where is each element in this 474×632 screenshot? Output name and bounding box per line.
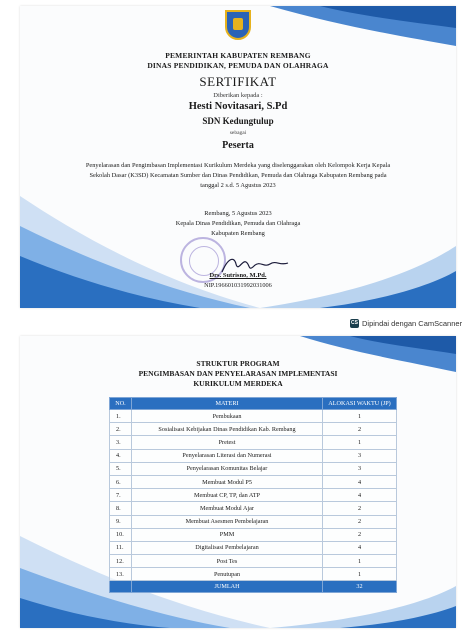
camscanner-icon: CS: [351, 320, 358, 326]
table-header-row: [110, 398, 397, 410]
row-jp: 2: [323, 515, 397, 528]
row-jp: 3: [323, 462, 397, 475]
row-materi: Post Tes: [132, 555, 323, 568]
row-number: 8.: [110, 502, 132, 515]
row-jp: 1: [323, 568, 397, 581]
column-header-alokasi: ALOKASI WAKTU (JP): [323, 398, 397, 410]
row-jp: 3: [323, 449, 397, 462]
row-number: 1.: [110, 410, 132, 423]
row-jp: 2: [323, 423, 397, 436]
total-label: JUMLAH: [132, 581, 323, 593]
row-number: 2.: [110, 423, 132, 436]
row-number: 11.: [110, 541, 132, 554]
row-number: 10.: [110, 528, 132, 541]
row-materi: Membuat Modul Ajar: [132, 502, 323, 515]
camscanner-text: Dipindai dengan CamScanner: [362, 318, 463, 328]
table-row: [110, 515, 397, 528]
row-number: 7.: [110, 489, 132, 502]
table-row: [110, 489, 397, 502]
given-to-label: Diberikan kepada :: [213, 92, 263, 99]
table-row: [110, 410, 397, 423]
signature-block: [20, 209, 456, 239]
program-subtitle-line2: KURIKULUM MERDEKA: [193, 379, 283, 388]
row-jp: 4: [323, 489, 397, 502]
table-row: [110, 555, 397, 568]
header-government: PEMERINTAH KABUPATEN REMBANG: [165, 51, 311, 60]
row-materi: Sosialisasi Kebijakan Dinas Pendidikan Kab. Rembang: [132, 423, 323, 436]
row-number: 5.: [110, 462, 132, 475]
row-materi: PMM: [132, 528, 323, 541]
camscanner-watermark: [350, 317, 462, 329]
row-jp: 2: [323, 528, 397, 541]
row-jp: 4: [323, 541, 397, 554]
row-materi: Pembukaan: [132, 410, 323, 423]
program-structure-page: [20, 336, 456, 628]
table-total-row: [110, 581, 397, 593]
program-subtitle-line1: PENGIMBASAN DAN PENYELARASAN IMPLEMENTASI: [138, 369, 338, 378]
row-materi: Penutupan: [132, 568, 323, 581]
row-materi: Membuat Modul P5: [132, 475, 323, 488]
row-materi: Pretest: [132, 436, 323, 449]
row-number: 6.: [110, 475, 132, 488]
column-header-no: NO.: [110, 398, 132, 410]
row-jp: 4: [323, 475, 397, 488]
row-number: 13.: [110, 568, 132, 581]
table-row: [110, 436, 397, 449]
recipient-name: Hesti Novitasari, S.Pd: [188, 101, 288, 112]
program-title: STRUKTUR PROGRAM: [196, 359, 280, 368]
row-number: 9.: [110, 515, 132, 528]
row-jp: 1: [323, 555, 397, 568]
table-row: [110, 462, 397, 475]
certificate-page: [20, 6, 456, 308]
signer-name: Drs. Sutrisno, M.Pd.: [209, 272, 267, 279]
row-materi: Penyelarasan Literasi dan Numerasi: [132, 449, 323, 462]
row-materi: Digitalisasi Pembelajaran: [132, 541, 323, 554]
row-jp: 1: [323, 410, 397, 423]
issuer-title: Kepala Dinas Pendidikan, Pemuda dan Olahraga: [175, 220, 301, 227]
table-row: [110, 475, 397, 488]
table-row: [110, 449, 397, 462]
issuer-region: Kabupaten Rembang: [211, 230, 265, 237]
table-row: [110, 528, 397, 541]
certificate-title: SERTIFIKAT: [199, 74, 277, 89]
table-row: [110, 423, 397, 436]
row-jp: 2: [323, 502, 397, 515]
row-number: 3.: [110, 436, 132, 449]
program-table: [109, 397, 397, 593]
rembang-emblem-icon: [225, 10, 251, 40]
header-department: DINAS PENDIDIKAN, PEMUDA DAN OLAHRAGA: [147, 61, 329, 70]
table-row: [110, 568, 397, 581]
table-row: [110, 502, 397, 515]
total-value: 32: [323, 581, 397, 593]
row-materi: Penyelarasan Komunitas Belajar: [132, 462, 323, 475]
recipient-school: SDN Kedungtulup: [202, 116, 274, 126]
event-description: Penyelarasan dan Pengimbasan Implementasi Kurikulum Merdeka yang diselenggarakan oleh Kelompok Kerja Kepala Sekolah Dasar (K3SD) Kecamatan Sumber dan Dinas Pendidikan, Pemuda dan Olahraga Kabupaten Rembang pada tanggal 2 s.d. 5 Agustus 2023: [85, 162, 391, 189]
row-number: 4.: [110, 449, 132, 462]
table-row: [110, 541, 397, 554]
row-number: 12.: [110, 555, 132, 568]
signer-nip: NIP.196601031992031006: [204, 282, 272, 289]
row-materi: Membuat Asesmen Pembelajaran: [132, 515, 323, 528]
place-date: Rembang, 5 Agustus 2023: [204, 210, 272, 217]
row-materi: Membuat CP, TP, dan ATP: [132, 489, 323, 502]
total-empty-cell: [110, 581, 132, 593]
recipient-role: Peserta: [222, 140, 254, 151]
as-label: sebagai: [229, 130, 247, 136]
row-jp: 1: [323, 436, 397, 449]
column-header-materi: MATERI: [132, 398, 323, 410]
